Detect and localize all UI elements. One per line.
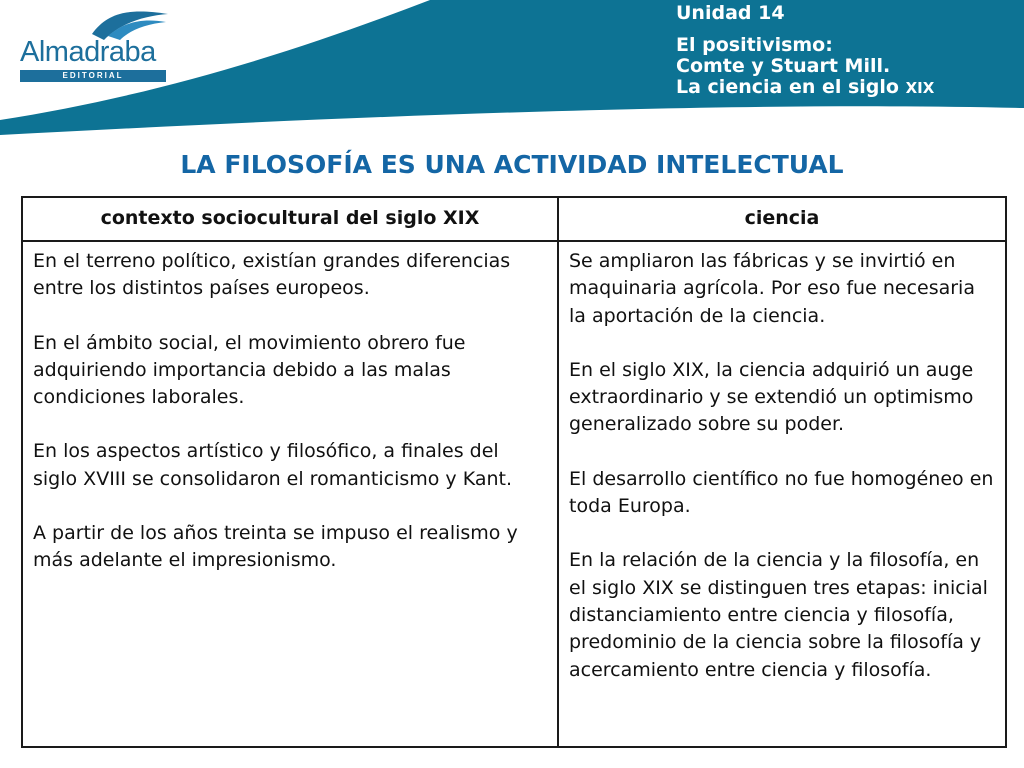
sociocultural-cell — [22, 241, 558, 747]
paragraph: En el ámbito social, el movimiento obrero fue adquiriendo importancia debido a las malas condiciones laborales. — [33, 331, 466, 409]
paragraph: En el terreno político, existían grandes diferencias entre los distintos países europeos. — [33, 250, 511, 300]
logo-subtitle: EDITORIAL — [20, 70, 166, 82]
science-cell — [558, 241, 1006, 747]
paragraph: En la relación de la ciencia y la filosofía, en el siglo XIX se distinguen tres etapas: inicial distanciamiento entre ciencia y filosofía, predominio de la ciencia sobre la filosofía y acercamiento entre ciencia y filosofía. — [569, 549, 988, 681]
unit-century: XIX — [905, 79, 935, 97]
unit-subtitle-line3 — [676, 77, 1016, 99]
unit-subtitle-line1: El positivismo: — [676, 34, 833, 56]
table-header-row — [22, 197, 1006, 241]
comparison-table — [21, 196, 1007, 748]
logo-wordmark: Almadraba — [20, 36, 156, 68]
unit-subtitle-line3-text: La ciencia en el siglo — [676, 76, 906, 98]
paragraph: El desarrollo científico no fue homogéneo en toda Europa. — [569, 467, 994, 518]
paragraph: En los aspectos artístico y filosófico, a finales del siglo XVIII se consolidaron el romanticismo y Kant. — [33, 440, 512, 490]
unit-subtitle — [676, 35, 1016, 99]
unit-title: Unidad 14 — [676, 2, 785, 24]
paragraph: En el siglo XIX, la ciencia adquirió un auge extraordinario y se extendió un optimismo generalizado sobre su poder. — [569, 358, 974, 436]
paragraph: A partir de los años treinta se impuso el realismo y más adelante el impresionismo. — [33, 522, 518, 572]
paragraph: Se ampliaron las fábricas y se invirtió en maquinaria agrícola. Por eso fue necesaria la aportación de la ciencia. — [569, 250, 975, 327]
unit-info — [676, 3, 1016, 99]
header-sociocultural-context: contexto sociocultural del siglo XIX — [22, 197, 558, 241]
slide-title: LA FILOSOFÍA ES UNA ACTIVIDAD INTELECTUAL — [180, 150, 844, 179]
unit-subtitle-line2: Comte y Stuart Mill. — [676, 55, 891, 77]
almadraba-logo — [20, 6, 170, 82]
table-row — [22, 241, 1006, 747]
header-science: ciencia — [558, 197, 1006, 241]
